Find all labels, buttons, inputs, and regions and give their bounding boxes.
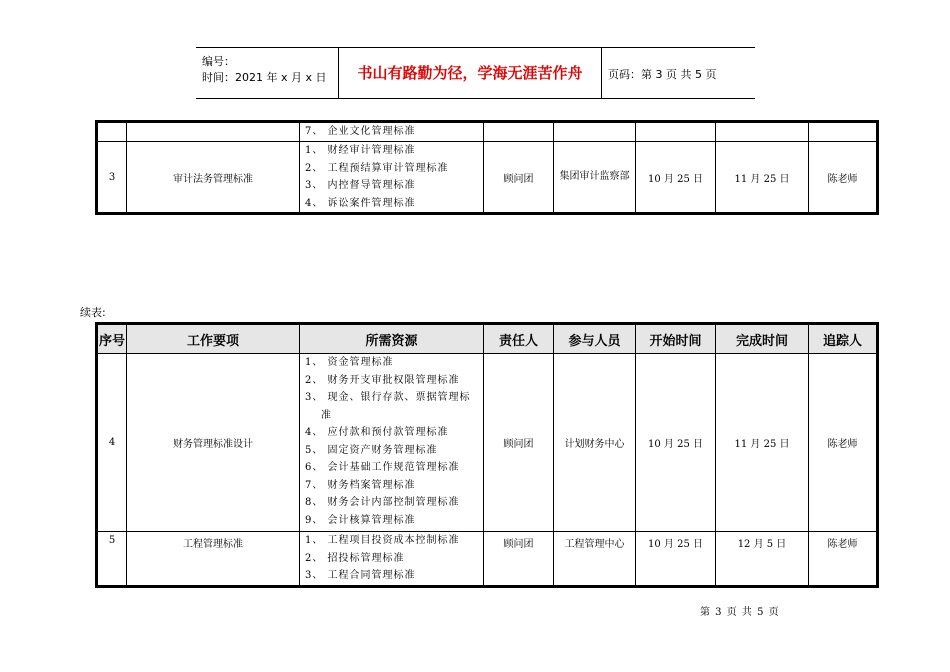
start-date-cell: 10 月 25 日 xyxy=(636,142,716,214)
header-tracker: 追踪人 xyxy=(809,324,878,354)
header-end: 完成时间 xyxy=(716,324,809,354)
end-date-cell: 11 月 25 日 xyxy=(716,354,809,532)
owner-cell: 顾问团 xyxy=(484,532,554,587)
participants-cell: 工程管理中心 xyxy=(554,532,636,587)
end-date-cell: 11 月 25 日 xyxy=(716,142,809,214)
item-cell: 工程管理标准 xyxy=(127,532,300,587)
seq-cell: 5 xyxy=(97,532,127,587)
seq-cell: 4 xyxy=(97,354,127,532)
task-table-part2 xyxy=(95,322,879,588)
item-cell: 财务管理标准设计 xyxy=(127,354,300,532)
start-date-cell: 10 月 25 日 xyxy=(636,354,716,532)
number-label: 编号： xyxy=(202,55,235,68)
page-footer: 第 3 页 共 5 页 xyxy=(700,607,780,618)
seq-cell: 3 xyxy=(97,142,127,214)
document-header xyxy=(196,47,755,99)
header-item: 工作要项 xyxy=(127,324,300,354)
table-row xyxy=(97,122,878,142)
motto-text: 书山有路勤为径，学海无涯苦作舟 xyxy=(339,48,602,98)
page-number-label: 页码：第 3 页 共 5 页 xyxy=(608,68,717,81)
item-cell: 审计法务管理标准 xyxy=(127,142,300,214)
header-owner: 责任人 xyxy=(484,324,554,354)
continued-label: 续表: xyxy=(80,306,106,319)
resource-cell: 7、 企业文化管理标准 xyxy=(300,122,484,142)
tracker-cell: 陈老师 xyxy=(809,142,878,214)
tracker-cell: 陈老师 xyxy=(809,354,878,532)
participants-cell: 计划财务中心 xyxy=(554,354,636,532)
table-row xyxy=(97,142,878,214)
resource-cell: 1、 工程项目投资成本控制标准 2、 招投标管理标准 3、 工程合同管理标准 xyxy=(300,532,484,587)
resource-cell: 1、 资金管理标准 2、 财务开支审批权限管理标准 3、 现金、银行存款、票据管理标 准 4、 应付款和预付款管理标准 5、 固定资产财务管理标准 6、 会计基础工作规范管理标准 7、 财务档案管理标准 8、 财务会计内部控制管理标准 9、 会计核算管理标准 xyxy=(300,354,484,532)
participants-cell: 集团审计监察部 xyxy=(554,142,636,214)
table-row xyxy=(97,354,878,532)
owner-cell: 顾问团 xyxy=(484,142,554,214)
end-date-cell: 12 月 5 日 xyxy=(716,532,809,587)
task-table-part1 xyxy=(95,120,879,215)
header-resources: 所需资源 xyxy=(300,324,484,354)
header-participants: 参与人员 xyxy=(554,324,636,354)
owner-cell: 顾问团 xyxy=(484,354,554,532)
table-row xyxy=(97,532,878,587)
time-label: 时间：2021 年 x 月 x 日 xyxy=(202,71,327,84)
resource-cell: 1、 财经审计管理标准 2、 工程预结算审计管理标准 3、 内控督导管理标准 4、 诉讼案件管理标准 xyxy=(300,142,484,214)
start-date-cell: 10 月 25 日 xyxy=(636,532,716,587)
table-header-row xyxy=(97,324,878,354)
header-start: 开始时间 xyxy=(636,324,716,354)
header-seq: 序号 xyxy=(97,324,127,354)
tracker-cell: 陈老师 xyxy=(809,532,878,587)
header-meta-cell xyxy=(196,48,339,98)
